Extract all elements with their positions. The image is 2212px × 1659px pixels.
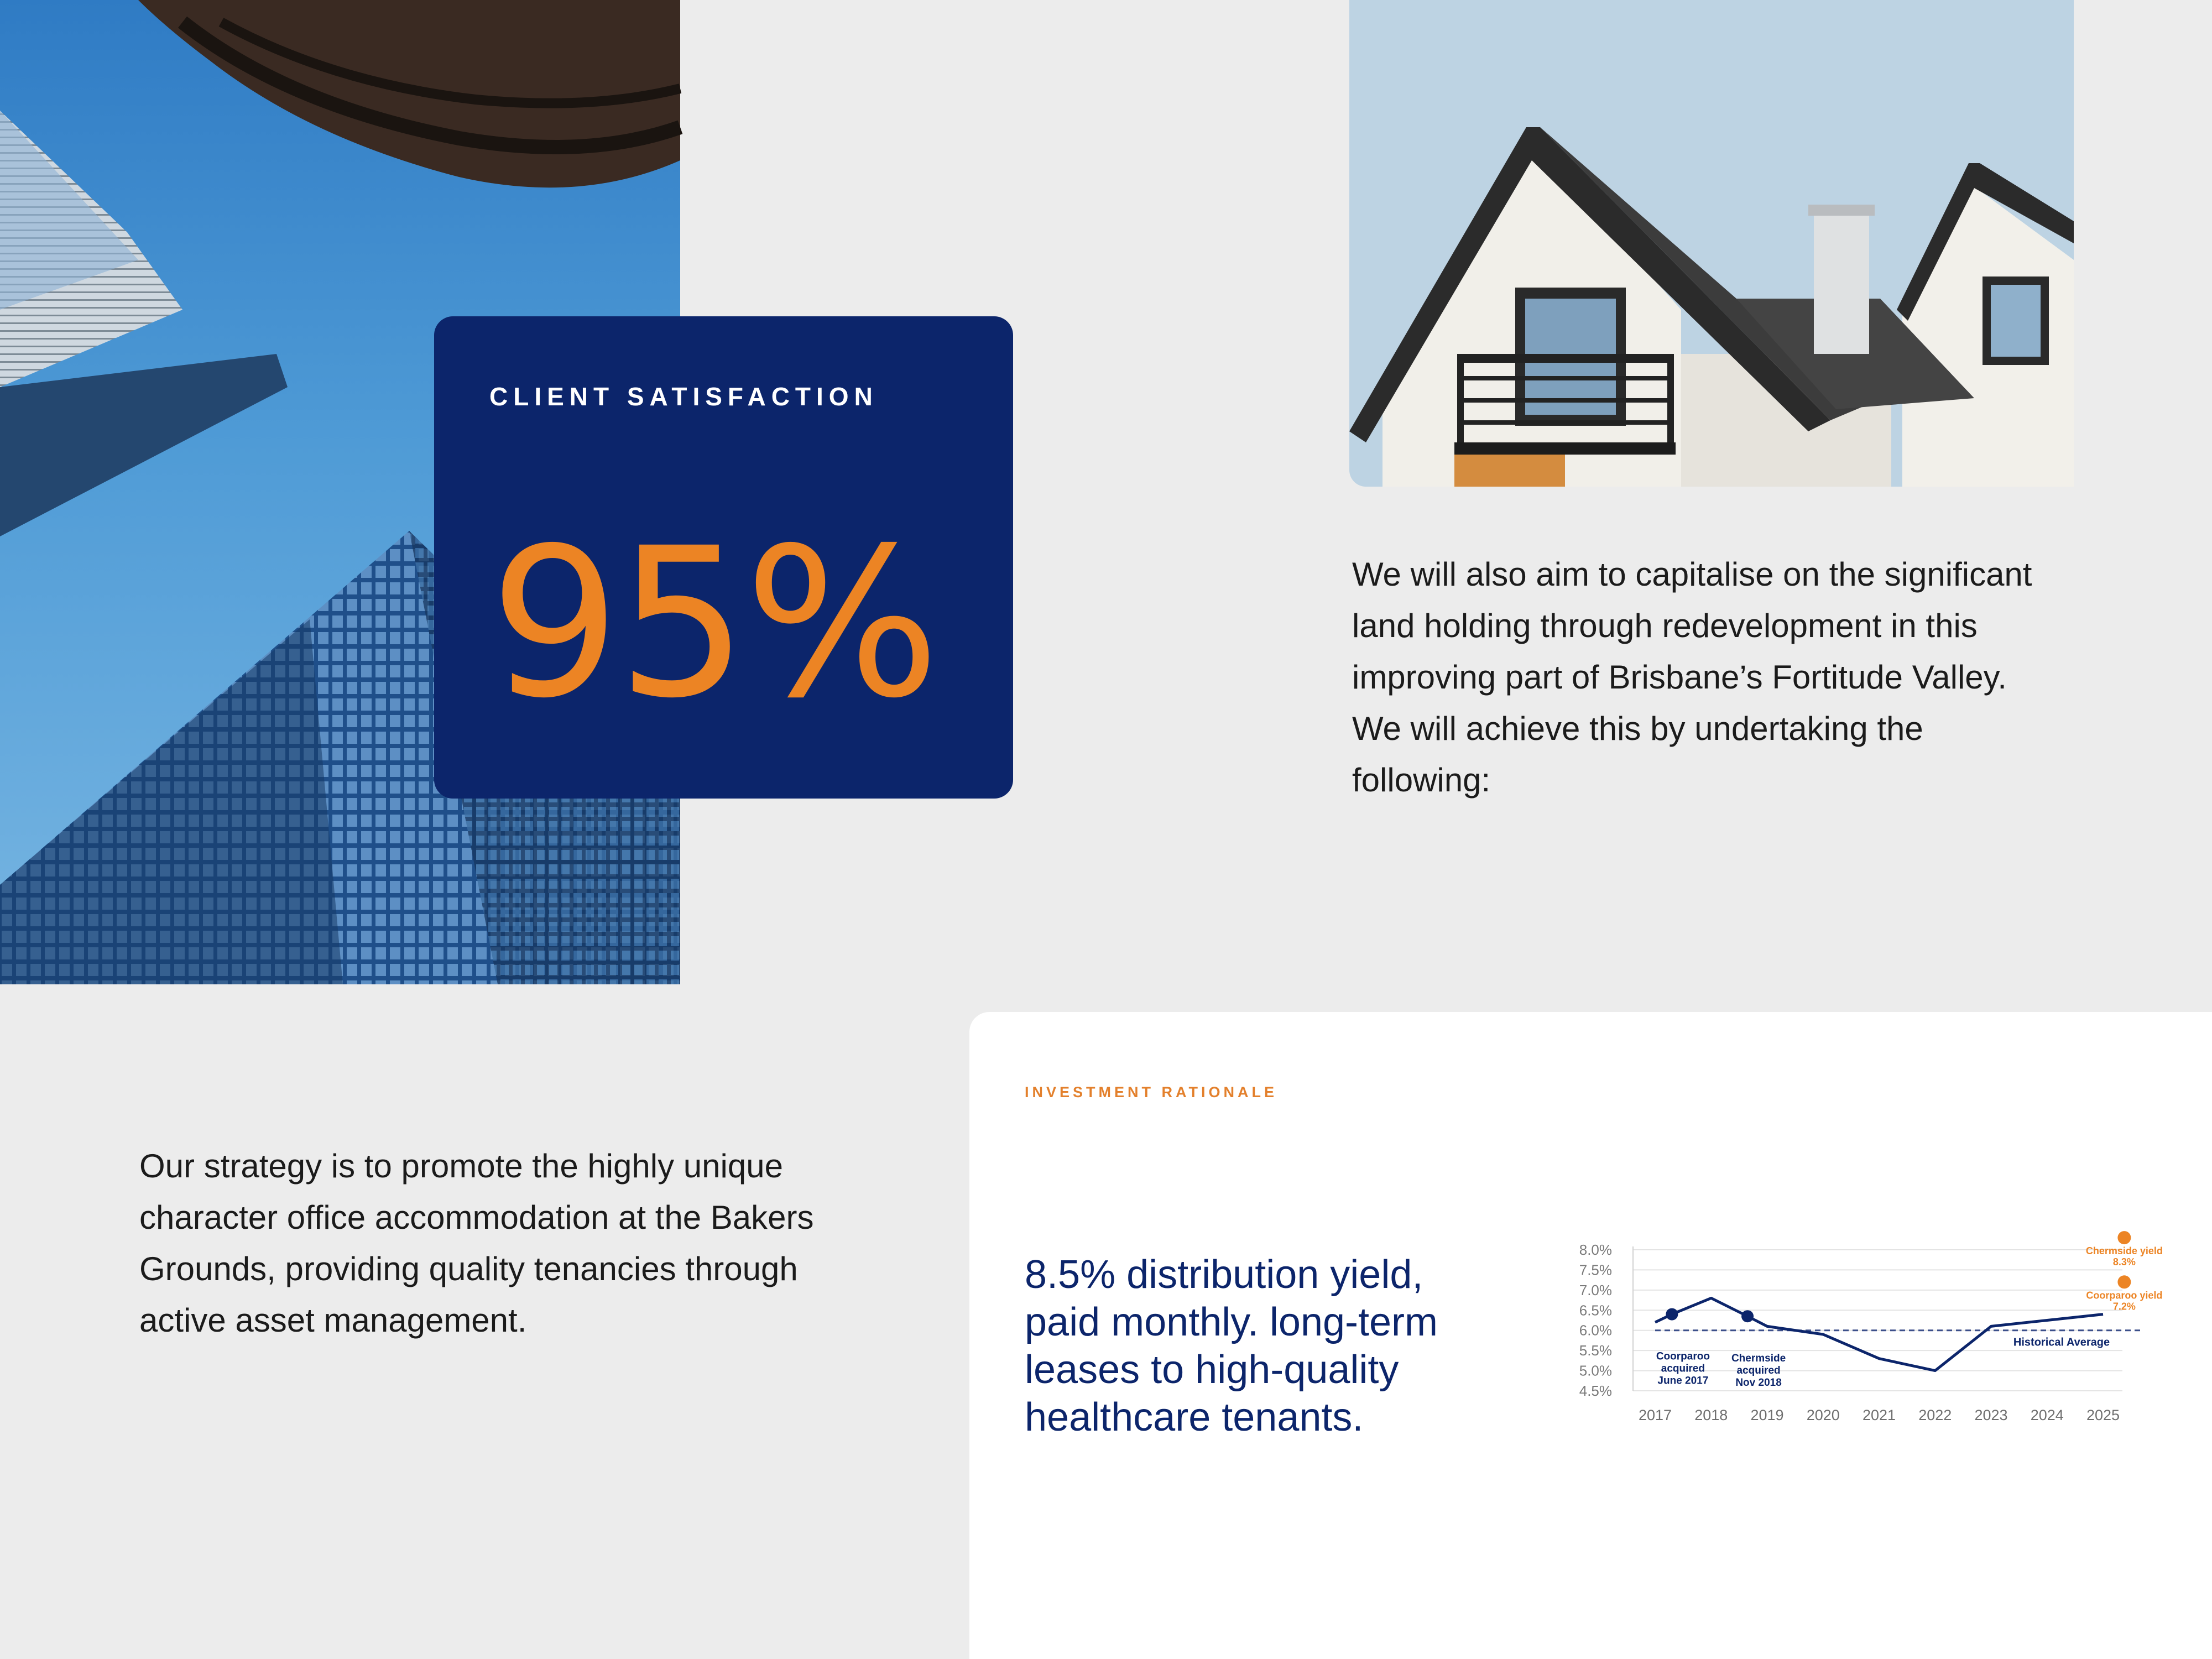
yield-marker-label: Coorparoo yield bbox=[2086, 1290, 2163, 1301]
x-tick-label: 2020 bbox=[1806, 1407, 1840, 1423]
redevelopment-paragraph: We will also aim to capitalise on the significant land holding through redevelopment in this improving part of Brisbane’s Fortitude Valley. We will achieve this by undertaking the following: bbox=[1352, 556, 2032, 799]
acquisition-point bbox=[1666, 1308, 1678, 1321]
house-photo bbox=[1349, 0, 2074, 487]
y-tick-label: 4.5% bbox=[1579, 1383, 1612, 1399]
x-tick-label: 2021 bbox=[1862, 1407, 1896, 1423]
y-tick-label: 8.0% bbox=[1579, 1241, 1612, 1258]
acquisition-label: acquired bbox=[1736, 1365, 1781, 1377]
y-tick-label: 6.0% bbox=[1579, 1322, 1612, 1339]
house-illustration bbox=[1349, 0, 2074, 487]
historical-average-label: Historical Average bbox=[2013, 1336, 2110, 1349]
x-tick-label: 2017 bbox=[1638, 1407, 1672, 1423]
yield-marker bbox=[2117, 1231, 2131, 1244]
investment-rationale-card bbox=[969, 1012, 2212, 1659]
strategy-paragraph: Our strategy is to promote the highly unique character office accommodation at the Bakers Grounds, providing quality tenancies through active asset management. bbox=[139, 1147, 814, 1339]
y-tick-label: 5.5% bbox=[1579, 1342, 1612, 1359]
yield-marker bbox=[2117, 1275, 2131, 1288]
client-satisfaction-card bbox=[434, 316, 1013, 799]
satisfaction-value: 95% bbox=[489, 504, 937, 743]
acquisition-label: Coorparoo bbox=[1656, 1350, 1710, 1363]
satisfaction-label: CLIENT SATISFACTION bbox=[489, 382, 878, 411]
yield-marker-label: 7.2% bbox=[2112, 1301, 2136, 1312]
y-tick-label: 7.0% bbox=[1579, 1281, 1612, 1298]
yield-series-line bbox=[1655, 1298, 2103, 1370]
investment-eyebrow: INVESTMENT RATIONALE bbox=[1025, 1084, 1277, 1100]
acquisition-label: acquired bbox=[1661, 1363, 1705, 1375]
acquisition-label: June 2017 bbox=[1657, 1375, 1709, 1387]
y-tick-label: 7.5% bbox=[1579, 1261, 1612, 1279]
x-tick-label: 2025 bbox=[2086, 1407, 2120, 1423]
x-tick-label: 2018 bbox=[1694, 1407, 1728, 1423]
y-tick-label: 5.0% bbox=[1579, 1362, 1612, 1379]
acquisition-point bbox=[1741, 1310, 1754, 1322]
yield-chart bbox=[1545, 1233, 2163, 1432]
y-tick-label: 6.5% bbox=[1579, 1302, 1612, 1319]
acquisition-label: Chermside bbox=[1731, 1353, 1786, 1365]
x-tick-label: 2023 bbox=[1974, 1407, 2008, 1423]
x-tick-label: 2024 bbox=[2030, 1407, 2064, 1423]
yield-marker-label: Chermside yield bbox=[2085, 1245, 2163, 1257]
x-tick-label: 2022 bbox=[1918, 1407, 1952, 1423]
acquisition-label: Nov 2018 bbox=[1735, 1377, 1782, 1389]
investment-headline: 8.5% distribution yield, paid monthly. long-term leases to high-quality healthcare tenants. bbox=[1025, 1253, 1438, 1439]
x-tick-label: 2019 bbox=[1750, 1407, 1784, 1423]
yield-marker-label: 8.3% bbox=[2112, 1256, 2136, 1268]
